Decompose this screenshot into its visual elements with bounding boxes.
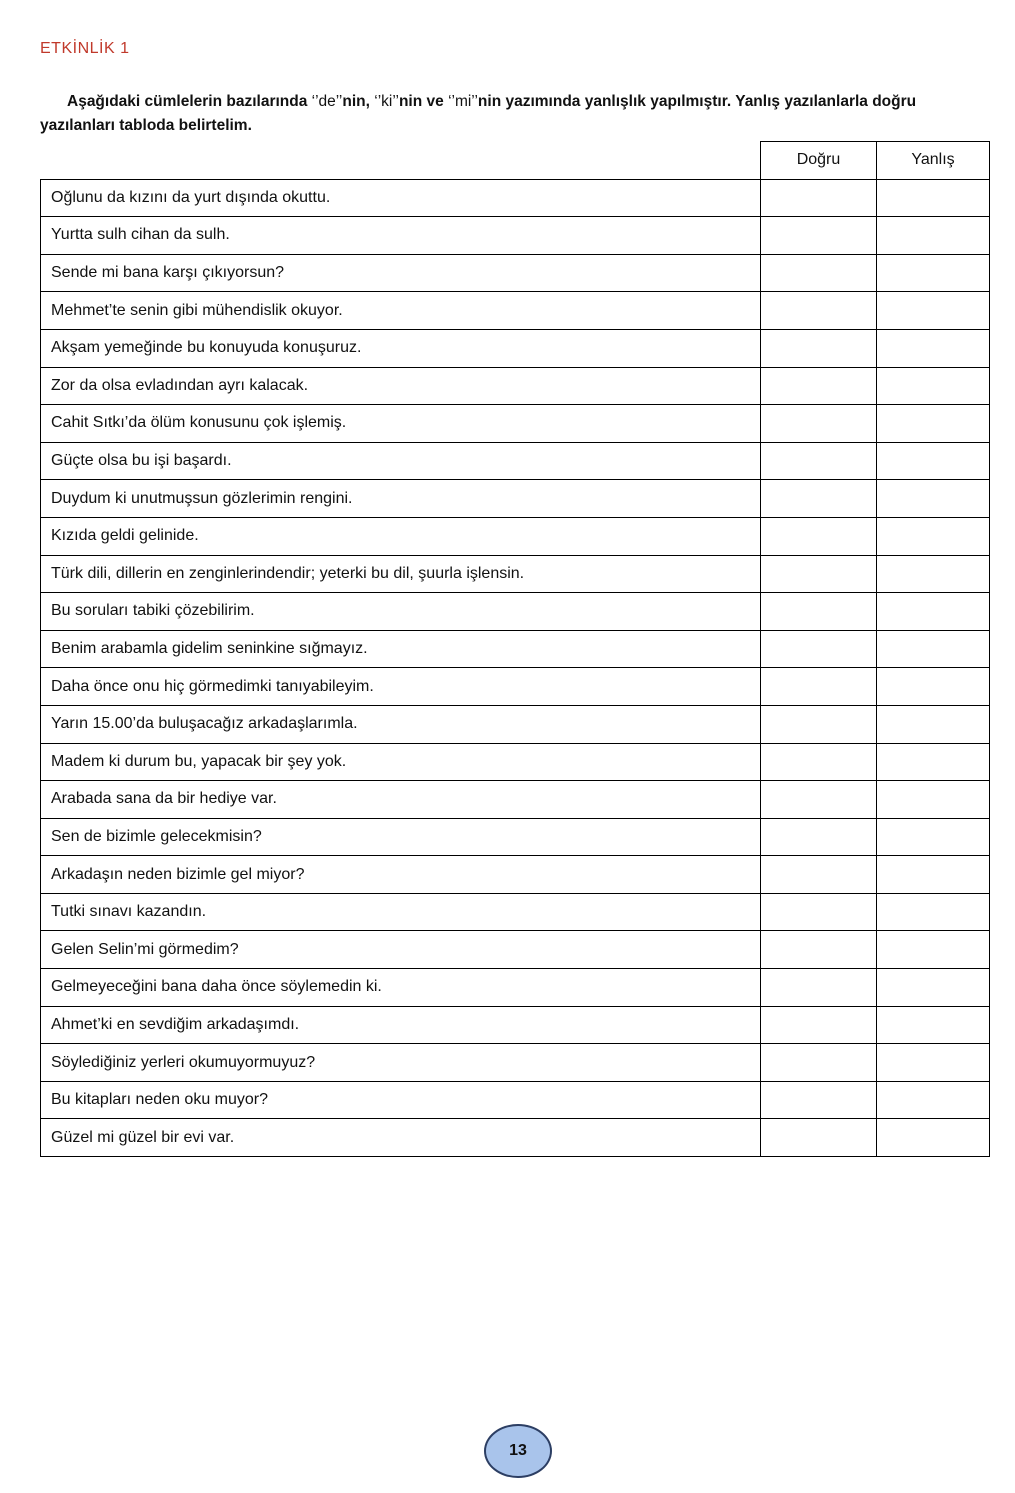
table-row [41,668,990,706]
yanlis-answer-cell[interactable] [877,781,990,819]
yanlis-answer-cell[interactable] [877,329,990,367]
yanlis-answer-cell[interactable] [877,969,990,1007]
yanlis-answer-cell[interactable] [877,931,990,969]
instructions-quote-de: ‘’de’’ [311,93,343,110]
dogru-answer-cell[interactable] [761,254,877,292]
yanlis-column-header: Yanlış [877,142,990,180]
instructions-part-4: nin yazımında yanlışlık yapılmıştır. Yanlış yazılanlarla doğru yazılanları tabloda belirtelim. [40,93,917,134]
yanlis-answer-cell[interactable] [877,593,990,631]
sentence-cell: Madem ki durum bu, yapacak bir şey yok. [41,743,761,781]
table-row [41,179,990,217]
dogru-column-header: Doğru [761,142,877,180]
instructions-quote-ki: ‘’ki’’ [374,93,399,110]
dogru-answer-cell[interactable] [761,442,877,480]
sentence-cell: Bu soruları tabiki çözebilirim. [41,593,761,631]
table-row [41,1044,990,1082]
dogru-answer-cell[interactable] [761,630,877,668]
table-row [41,893,990,931]
dogru-answer-cell[interactable] [761,593,877,631]
dogru-answer-cell[interactable] [761,893,877,931]
dogru-answer-cell[interactable] [761,705,877,743]
activity-title: ETKİNLİK 1 [40,40,130,57]
sentence-cell: Ahmet’ki en sevdiğim arkadaşımdı. [41,1006,761,1044]
table-row [41,1119,990,1157]
table-row [41,856,990,894]
yanlis-answer-cell[interactable] [877,743,990,781]
dogru-answer-cell[interactable] [761,743,877,781]
table-row [41,1006,990,1044]
dogru-answer-cell[interactable] [761,179,877,217]
dogru-answer-cell[interactable] [761,931,877,969]
instructions-quote-mi: ‘’mi’’ [448,93,478,110]
table-row [41,442,990,480]
sentence-cell: Oğlunu da kızını da yurt dışında okuttu. [41,179,761,217]
table-row [41,517,990,555]
table-row [41,931,990,969]
sentence-cell: Sende mi bana karşı çıkıyorsun? [41,254,761,292]
yanlis-answer-cell[interactable] [877,705,990,743]
sentence-cell: Benim arabamla gidelim seninkine sığmayız. [41,630,761,668]
page-number-badge [484,1424,552,1478]
table-header-row [41,142,990,180]
table-row [41,367,990,405]
dogru-answer-cell[interactable] [761,781,877,819]
dogru-answer-cell[interactable] [761,329,877,367]
sentence-cell: Bu kitapları neden oku muyor? [41,1081,761,1119]
table-row [41,1081,990,1119]
dogru-answer-cell[interactable] [761,480,877,518]
yanlis-answer-cell[interactable] [877,217,990,255]
sentence-cell: Gelen Selin’mi görmedim? [41,931,761,969]
yanlis-answer-cell[interactable] [877,405,990,443]
yanlis-answer-cell[interactable] [877,292,990,330]
table-row [41,743,990,781]
yanlis-answer-cell[interactable] [877,1119,990,1157]
sentence-cell: Akşam yemeğinde bu konuyuda konuşuruz. [41,329,761,367]
sentence-cell: Yurtta sulh cihan da sulh. [41,217,761,255]
answer-table [40,141,990,1157]
sentence-cell: Arabada sana da bir hediye var. [41,781,761,819]
dogru-answer-cell[interactable] [761,217,877,255]
table-row [41,781,990,819]
yanlis-answer-cell[interactable] [877,254,990,292]
sentence-cell: Daha önce onu hiç görmedimki tanıyabileyim. [41,668,761,706]
dogru-answer-cell[interactable] [761,405,877,443]
instructions-paragraph [40,90,990,138]
yanlis-answer-cell[interactable] [877,818,990,856]
dogru-answer-cell[interactable] [761,555,877,593]
sentence-cell: Cahit Sıtkı’da ölüm konusunu çok işlemiş. [41,405,761,443]
yanlis-answer-cell[interactable] [877,630,990,668]
sentence-cell: Türk dili, dillerin en zenginlerindendir; yeterki bu dil, şuurla işlensin. [41,555,761,593]
dogru-answer-cell[interactable] [761,1081,877,1119]
sentence-cell: Arkadaşın neden bizimle gel miyor? [41,856,761,894]
table-row [41,292,990,330]
instructions-part-3: nin ve [398,93,449,110]
dogru-answer-cell[interactable] [761,668,877,706]
yanlis-answer-cell[interactable] [877,179,990,217]
table-row [41,705,990,743]
yanlis-answer-cell[interactable] [877,555,990,593]
sentence-cell: Söylediğiniz yerleri okumuyormuyuz? [41,1044,761,1082]
sentence-cell: Mehmet’te senin gibi mühendislik okuyor. [41,292,761,330]
yanlis-answer-cell[interactable] [877,367,990,405]
blank-header-cell [41,142,761,180]
table-row [41,818,990,856]
yanlis-answer-cell[interactable] [877,668,990,706]
dogru-answer-cell[interactable] [761,969,877,1007]
sentence-cell: Duydum ki unutmuşsun gözlerimin rengini. [41,480,761,518]
table-row [41,254,990,292]
instructions-part-2: nin, [342,93,375,110]
sentence-cell: Yarın 15.00’da buluşacağız arkadaşlarımla. [41,705,761,743]
page-number: 13 [509,1442,527,1459]
dogru-answer-cell[interactable] [761,818,877,856]
table-row [41,593,990,631]
dogru-answer-cell[interactable] [761,292,877,330]
table-row [41,555,990,593]
yanlis-answer-cell[interactable] [877,1044,990,1082]
dogru-answer-cell[interactable] [761,856,877,894]
table-row [41,329,990,367]
yanlis-answer-cell[interactable] [877,856,990,894]
yanlis-answer-cell[interactable] [877,517,990,555]
dogru-answer-cell[interactable] [761,517,877,555]
sentence-cell: Güçte olsa bu işi başardı. [41,442,761,480]
sentence-cell: Gelmeyeceğini bana daha önce söylemedin ki. [41,969,761,1007]
yanlis-answer-cell[interactable] [877,1081,990,1119]
sentence-cell: Güzel mi güzel bir evi var. [41,1119,761,1157]
sentence-cell: Tutki sınavı kazandın. [41,893,761,931]
table-body [41,179,990,1156]
dogru-answer-cell[interactable] [761,1006,877,1044]
dogru-answer-cell[interactable] [761,1119,877,1157]
sentence-cell: Kızıda geldi gelinide. [41,517,761,555]
table-row [41,405,990,443]
sentence-cell: Zor da olsa evladından ayrı kalacak. [41,367,761,405]
sentence-cell: Sen de bizimle gelecekmisin? [41,818,761,856]
table-row [41,217,990,255]
yanlis-answer-cell[interactable] [877,480,990,518]
yanlis-answer-cell[interactable] [877,1006,990,1044]
instructions-part-1: Aşağıdaki cümlelerin bazılarında [67,93,312,110]
table-row [41,630,990,668]
table-row [41,480,990,518]
yanlis-answer-cell[interactable] [877,893,990,931]
yanlis-answer-cell[interactable] [877,442,990,480]
table-row [41,969,990,1007]
dogru-answer-cell[interactable] [761,367,877,405]
dogru-answer-cell[interactable] [761,1044,877,1082]
